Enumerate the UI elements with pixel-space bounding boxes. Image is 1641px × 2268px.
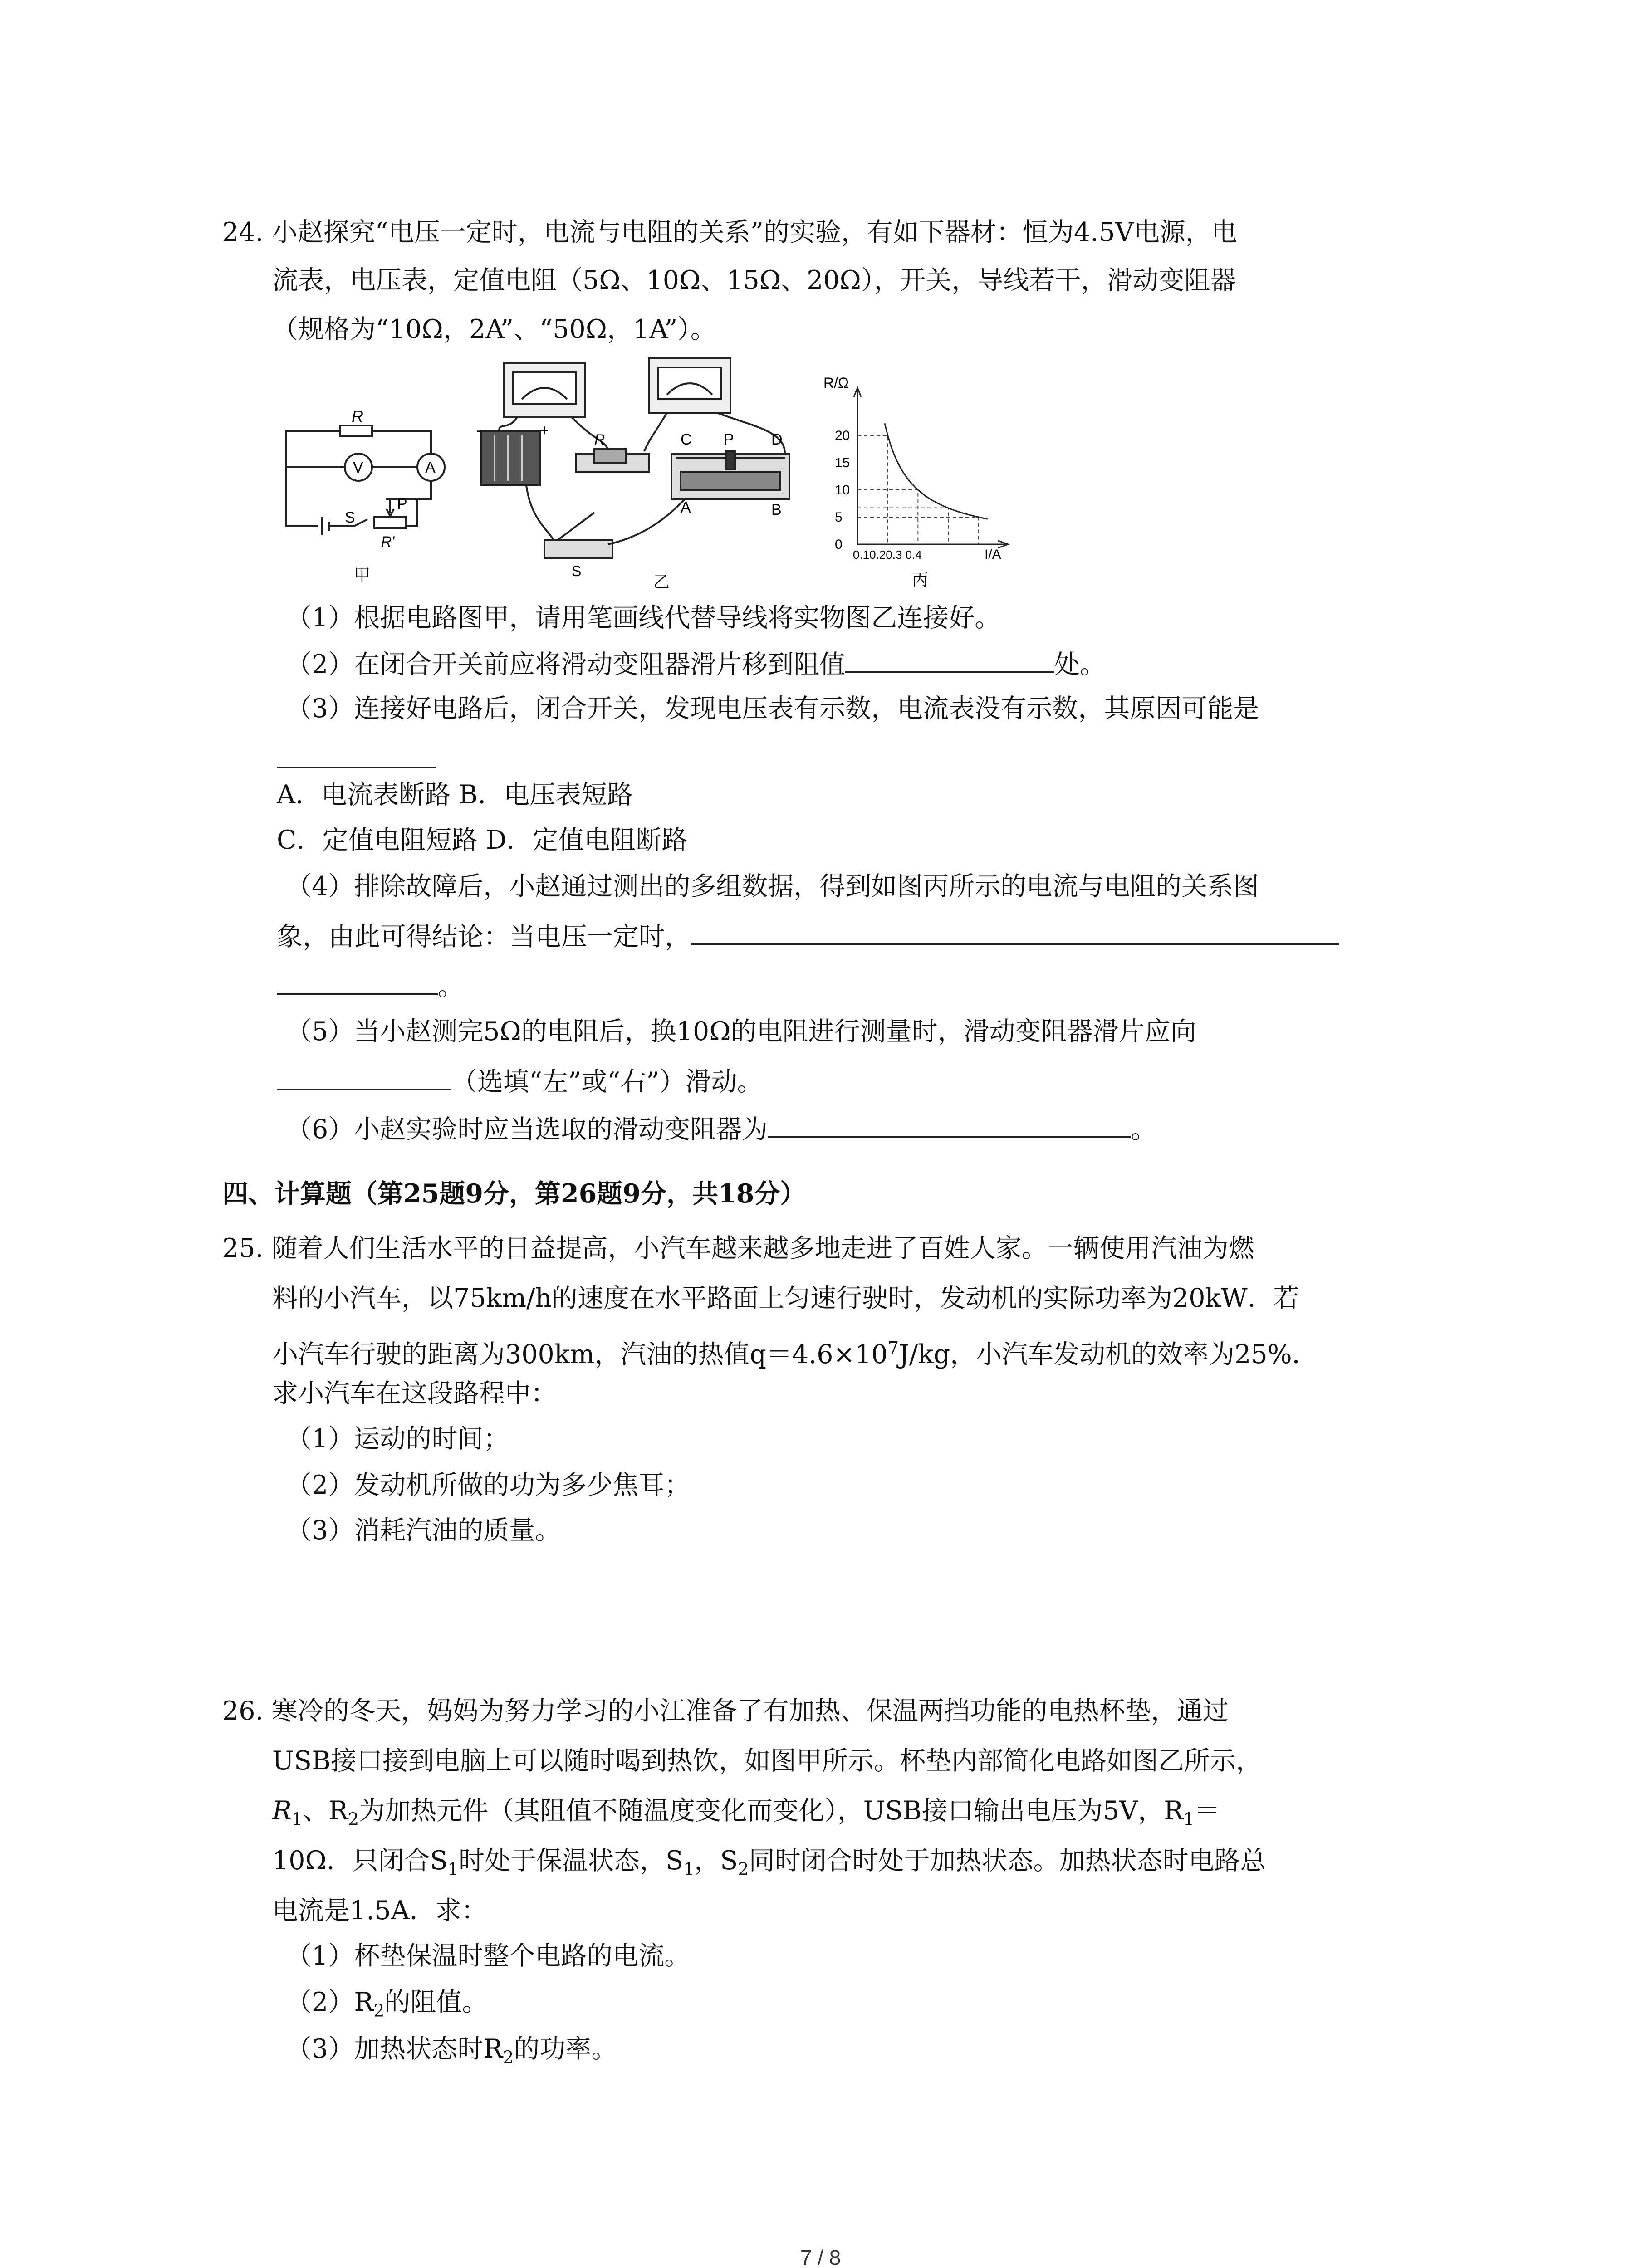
q24-stem-line3: （规格为“10Ω，2A”、“50Ω，1A”）。 [272, 314, 716, 344]
q25-line4: 求小汽车在这段路程中： [272, 1378, 557, 1408]
q24-part6-end: 。 [1131, 1114, 1157, 1144]
q26-sub2 [286, 1983, 488, 2029]
battery-pack [481, 431, 540, 485]
section4-title: 四、计算题（第25题9分，第26题9分，共18分） [222, 1178, 806, 1209]
q24-part5-blank[interactable] [277, 1061, 451, 1090]
label-p-device: P [724, 431, 734, 448]
figure-bing-graph [798, 372, 1034, 590]
page-number: 7 / 8 [800, 2246, 841, 2268]
q24-part2-text: （2）在闭合开关前应将滑动变阻器滑片移到阻值 [286, 650, 846, 679]
q26-line3-rest: 为加热元件（其阻值不随温度变化而变化），USB接口输出电压为5V，R [359, 1796, 1184, 1826]
figure-jia-circuit [272, 390, 463, 590]
q26-r2-sub: 2 [348, 1809, 359, 1829]
graph-axes [854, 388, 1008, 548]
q26-sub2-a: （2）R [286, 1987, 374, 2017]
q25-line3-text-a: 小汽车行驶的距离为300km，汽油的热值q＝4.6×10 [272, 1339, 888, 1369]
q26-line4-c: ，S [694, 1846, 738, 1876]
switch-device [544, 540, 612, 558]
q24-part6-blank[interactable] [768, 1109, 1131, 1138]
q24-part4-blank2[interactable] [277, 966, 438, 995]
y-tick-label: 15 [835, 455, 850, 470]
q26-line4 [272, 1842, 1266, 1888]
q24-part3-answer-line [277, 739, 436, 779]
y-tick-label: 5 [835, 510, 843, 525]
y-tick-label: 10 [835, 483, 850, 498]
q25-exponent: 7 [887, 1338, 899, 1358]
x-axis-label: I/A [985, 547, 1001, 562]
label-a-terminal: A [681, 499, 691, 516]
q24-part5-line1: （5）当小赵测完5Ω的电阻后，换10Ω的电阻进行测量时，滑动变阻器滑片应向 [286, 1017, 1196, 1046]
y-tick-label: 20 [835, 428, 850, 443]
q24-part4-line1: （4）排除故障后，小赵通过测出的多组数据，得到如图丙所示的电流与电阻的关系图 [286, 871, 1259, 901]
rc-curve-line [885, 423, 988, 519]
q24-part4-text: 象，由此可得结论：当电压一定时， [277, 922, 691, 952]
q26-line5: 电流是1.5A．求： [272, 1896, 487, 1926]
q26-line3-mid: 、R [303, 1796, 348, 1826]
label-s: S [345, 509, 355, 526]
rheostat-symbol [374, 517, 406, 528]
q26-r1-sub: 1 [291, 1809, 303, 1829]
q24-options-ab: A．电流表断路 B．电压表短路 [277, 780, 633, 810]
q26-line4-d: 同时闭合时处于加热状态。加热状态时电路总 [749, 1846, 1266, 1876]
q24-part4-line3 [277, 966, 464, 1006]
figure-bing-caption: 丙 [912, 570, 929, 589]
q26-sub3 [286, 2030, 617, 2076]
q26-r1-sub-b: 1 [1183, 1809, 1195, 1829]
q24-stem-line2: 流表，电压表，定值电阻（5Ω、10Ω、15Ω、20Ω），开关，导线若干，滑动变阻器 [272, 265, 1236, 295]
q25-sub2: （2）发动机所做的功为多少焦耳； [286, 1470, 691, 1500]
q26-s1-sub-b: 1 [683, 1859, 695, 1879]
q24-part2-blank[interactable] [845, 644, 1054, 673]
q24-part6-text: （6）小赵实验时应当选取的滑动变阻器为 [286, 1114, 768, 1144]
q24-part4-blank[interactable] [691, 916, 1339, 945]
battery-plus: + [540, 422, 549, 439]
label-a: A [425, 459, 436, 476]
q25-line3 [272, 1329, 1318, 1374]
figure-yi-caption: 乙 [653, 572, 670, 590]
q25-line2: 料的小汽车，以75km/h的速度在水平路面上匀速行驶时，发动机的实际功率为20kW．若 [272, 1283, 1299, 1313]
y-tick-label: 0 [835, 537, 843, 552]
q25-sub3: （3）消耗汽油的质量。 [286, 1515, 561, 1545]
q24-stem-line1: 24. 小赵探究“电压一定时，电流与电阻的关系”的实验，有如下器材：恒为4.5V电源，电 [222, 217, 1237, 247]
q26-sub2-b: 的阻值。 [384, 1987, 488, 2017]
q26-line4-b: 时处于保温状态，S [459, 1846, 684, 1876]
q26-sub3-b: 的功率。 [514, 2034, 617, 2064]
q26-line3-end: ＝ [1194, 1796, 1220, 1826]
q24-part5-line2 [277, 1061, 763, 1101]
q25-line1: 25. 随着人们生活水平的日益提高，小汽车越来越多地走进了百姓人家。一辆使用汽油为燃 [222, 1233, 1254, 1263]
q26-sub2-sub: 2 [373, 2000, 385, 2021]
x-axis-ticks: 0.10.20.3 0.4 [853, 548, 922, 562]
q26-line2: USB接口接到电脑上可以随时喝到热饮，如图甲所示。杯垫内部简化电路如图乙所示， [272, 1746, 1262, 1776]
q24-part4-line2 [277, 916, 1339, 956]
label-r: R [352, 407, 363, 425]
q24-part1: （1）根据电路图甲，请用笔画线代替导线将实物图乙连接好。 [286, 603, 1001, 633]
q26-r1: R [272, 1796, 292, 1826]
q25-sub1: （1）运动的时间； [286, 1424, 509, 1454]
label-v: V [353, 459, 363, 476]
q24-part4-end: 。 [438, 972, 464, 1002]
q24-options-cd: C．定值电阻短路 D．定值电阻断路 [277, 825, 688, 855]
q26-line1: 26. 寒冷的冬天，妈妈为努力学习的小江准备了有加热、保温两挡功能的电热杯垫，通过 [222, 1696, 1229, 1726]
q24-part6 [286, 1109, 1156, 1149]
battery-minus: - [476, 422, 482, 439]
label-b-terminal: B [771, 501, 782, 518]
q24-part3-blank[interactable] [277, 739, 436, 768]
figure-jia-caption: 甲 [354, 566, 371, 584]
y-axis-label: R/Ω [823, 375, 849, 391]
q26-s1-sub: 1 [447, 1859, 459, 1879]
q24-part3: （3）连接好电路后，闭合开关，发现电压表有示数，电流表没有示数，其原因可能是 [286, 694, 1259, 723]
q24-part2-end: 处。 [1054, 650, 1106, 679]
resistor-r [340, 425, 372, 436]
q26-sub1: （1）杯垫保温时整个电路的电流。 [286, 1941, 691, 1971]
guide-line [857, 508, 948, 544]
q26-line4-a: 10Ω．只闭合S [272, 1846, 448, 1876]
figure-yi-apparatus [458, 354, 830, 590]
q25-line3-text-b: J/kg，小汽车发动机的效率为25%． [899, 1339, 1318, 1369]
label-s-device: S [572, 563, 582, 579]
q24-part2 [286, 644, 1106, 684]
label-d: D [771, 431, 783, 448]
label-r-device: R [594, 431, 605, 448]
q26-sub3-a: （3）加热状态时R [286, 2034, 503, 2064]
label-rprime: R' [381, 533, 395, 550]
q26-sub3-sub: 2 [503, 2047, 514, 2068]
q26-s2-sub: 2 [738, 1859, 749, 1879]
q24-part5-text: （选填“左”或“右”）滑动。 [451, 1067, 763, 1097]
q26-line3 [272, 1792, 1220, 1838]
label-p: P [397, 495, 407, 513]
label-c: C [681, 431, 692, 448]
